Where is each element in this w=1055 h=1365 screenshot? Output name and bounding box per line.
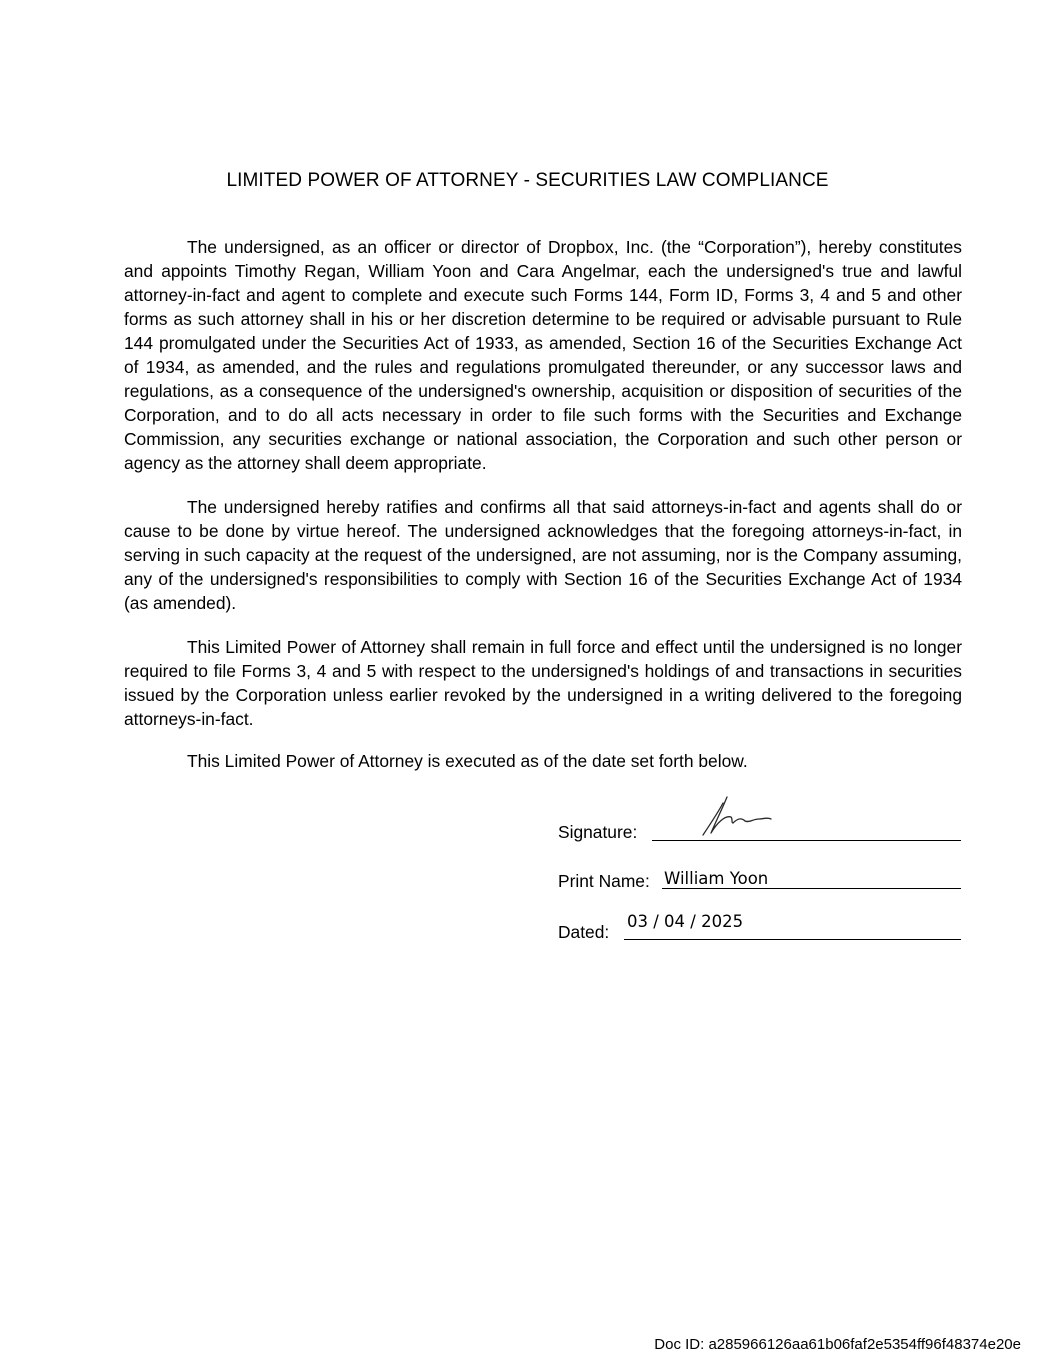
paragraph-execution: This Limited Power of Attorney is executed as of the date set forth below. <box>187 751 748 771</box>
signature-label: Signature: <box>558 822 638 842</box>
document-title: LIMITED POWER OF ATTORNEY - SECURITIES LAW COMPLIANCE <box>226 170 829 191</box>
dated-line <box>624 939 961 940</box>
handwritten-signature-icon <box>697 793 777 843</box>
doc-id-footer: Doc ID: a285966126aa61b06faf2e5354ff96f48374e20e <box>654 1336 1021 1353</box>
dated-value: 03 / 04 / 2025 <box>627 912 744 931</box>
paragraph-duration: This Limited Power of Attorney shall remain in full force and effect until the undersigned is no longer required to file Forms 3, 4 and 5 with respect to the undersigned's holdings of and transactions in securities issued by the Corporation unless earlier revoked by the undersigned in a writing delivered to the foregoing attorneys-in-fact. <box>124 637 962 729</box>
paragraph-ratification: The undersigned hereby ratifies and confirms all that said attorneys-in-fact and agents shall do or cause to be done by virtue hereof. The undersigned acknowledges that the foregoing attorneys-in-fact, in serving in such capacity at the request of the undersigned, are not assuming, nor is the Company assuming, any of the undersigned's responsibilities to comply with Section 16 of the Securities Exchange Act of 1934 (as amended). <box>124 497 962 613</box>
print-name-line <box>662 888 961 889</box>
paragraph-appointment: The undersigned, as an officer or director of Dropbox, Inc. (the “Corporation”), hereby constitutes and appoints Timothy Regan, William Yoon and Cara Angelmar, each the undersigned's true and lawful attorney-in-fact and agent to complete and execute such Forms 144, Form ID, Forms 3, 4 and 5 and other forms as such attorney shall in his or her discretion determine to be required or advisable pursuant to Rule 144 promulgated under the Securities Act of 1933, as amended, Section 16 of the Securities Exchange Act of 1934, as amended, and the rules and regulations promulgated thereunder, or any successor laws and regulations, as a consequence of the undersigned's ownership, acquisition or disposition of securities of the Corporation, and to do all acts necessary in order to file such forms with the Securities and Exchange Commission, any securities exchange or national association, the Corporation and such other person or agency as the attorney shall deem appropriate. <box>124 237 962 473</box>
print-name-label: Print Name: <box>558 871 650 891</box>
print-name-value: William Yoon <box>664 869 769 888</box>
dated-label: Dated: <box>558 922 610 942</box>
